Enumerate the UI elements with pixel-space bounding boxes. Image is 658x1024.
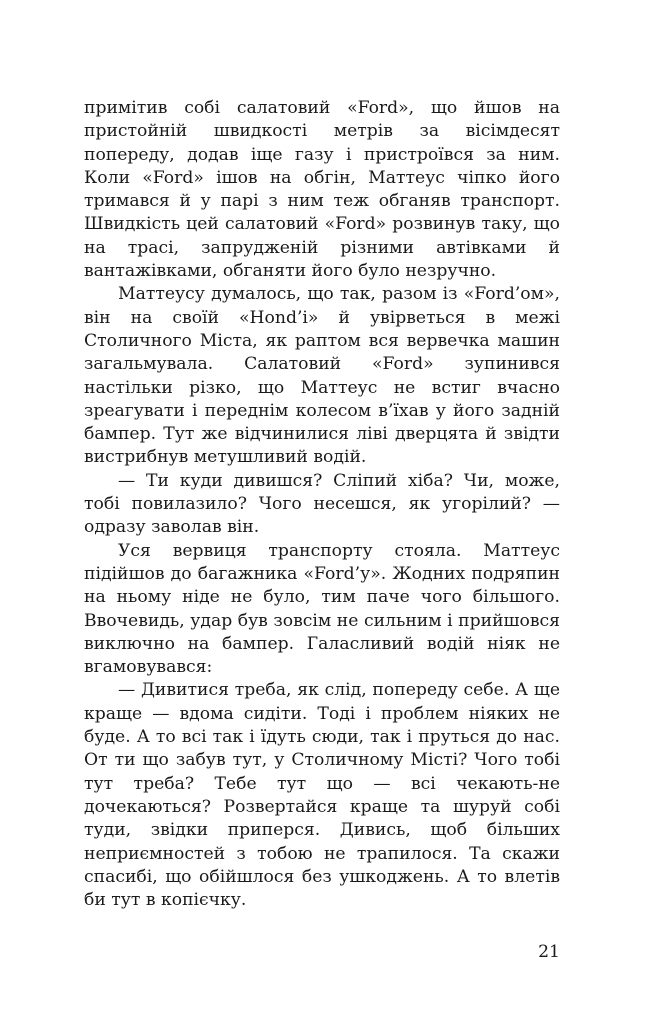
page-number: 21 [538, 942, 560, 962]
paragraph-driver-rant: — Дивитися треба, як слід, попереду себе. А ще краще — вдома сидіти. Тоді і проблем ніяких не буде. А то всі так і їдуть сюди, так і пруться до нас. От ти що забув тут, у Столичному Місті? Чого тобі тут треба? Тебе тут що — всі чекають-не дочекаються? Розвертайся краще та шуруй собі туди, звідки приперся. Дивись, щоб більших неприємностей з тобою не трапилося. Та скажи спасибі, що обійшлося без ушкоджень. А то влетів би тут в копієчку. [84, 680, 560, 911]
paragraph-driver-shout: — Ти куди дивишся? Сліпий хіба? Чи, може, тобі повилазило? Чого несешся, як угорілий? — одразу заволав він. [84, 470, 560, 538]
body-text [84, 97, 560, 912]
paragraph-inspection: Уся вервиця транспорту стояла. Маттеус підійшов до багажника «Ford’у». Жодних подряпин на ньому ніде не було, тим паче чого більшого. Ввочевидь, удар був зовсім не сильним і прийшовся виключно на бампер. Галасливий водій ніяк не вгамовувався: [84, 540, 560, 678]
paragraph-continuation: примітив собі салатовий «Ford», що йшов на пристойній швидкості метрів за вісімдесят попереду, додав іще газу і пристроївся за ним. Коли «Ford» ішов на обгін, Маттеус чіпко його тримався й у парі з ним теж обганяв транспорт. Швидкість цей салатовий «Ford» розвинув таку, що на трасі, запрудженій різними автівками й вантажівками, обганяти його було незручно. [84, 98, 560, 282]
paragraph-matteus-thoughts: Маттеусу думалось, що так, разом із «Ford’ом», він на своїй «Hond’і» й увірветься в межі Столичного Міста, як раптом вся вервечка машин загальмувала. Салатовий «Ford» зупинився настільки різко, що Маттеус не встиг вчасно зреагувати і переднім колесом в’їхав у його задній бампер. Тут же відчинилися ліві дверцята й звідти вистрибнув метушливий водій. [84, 284, 560, 468]
